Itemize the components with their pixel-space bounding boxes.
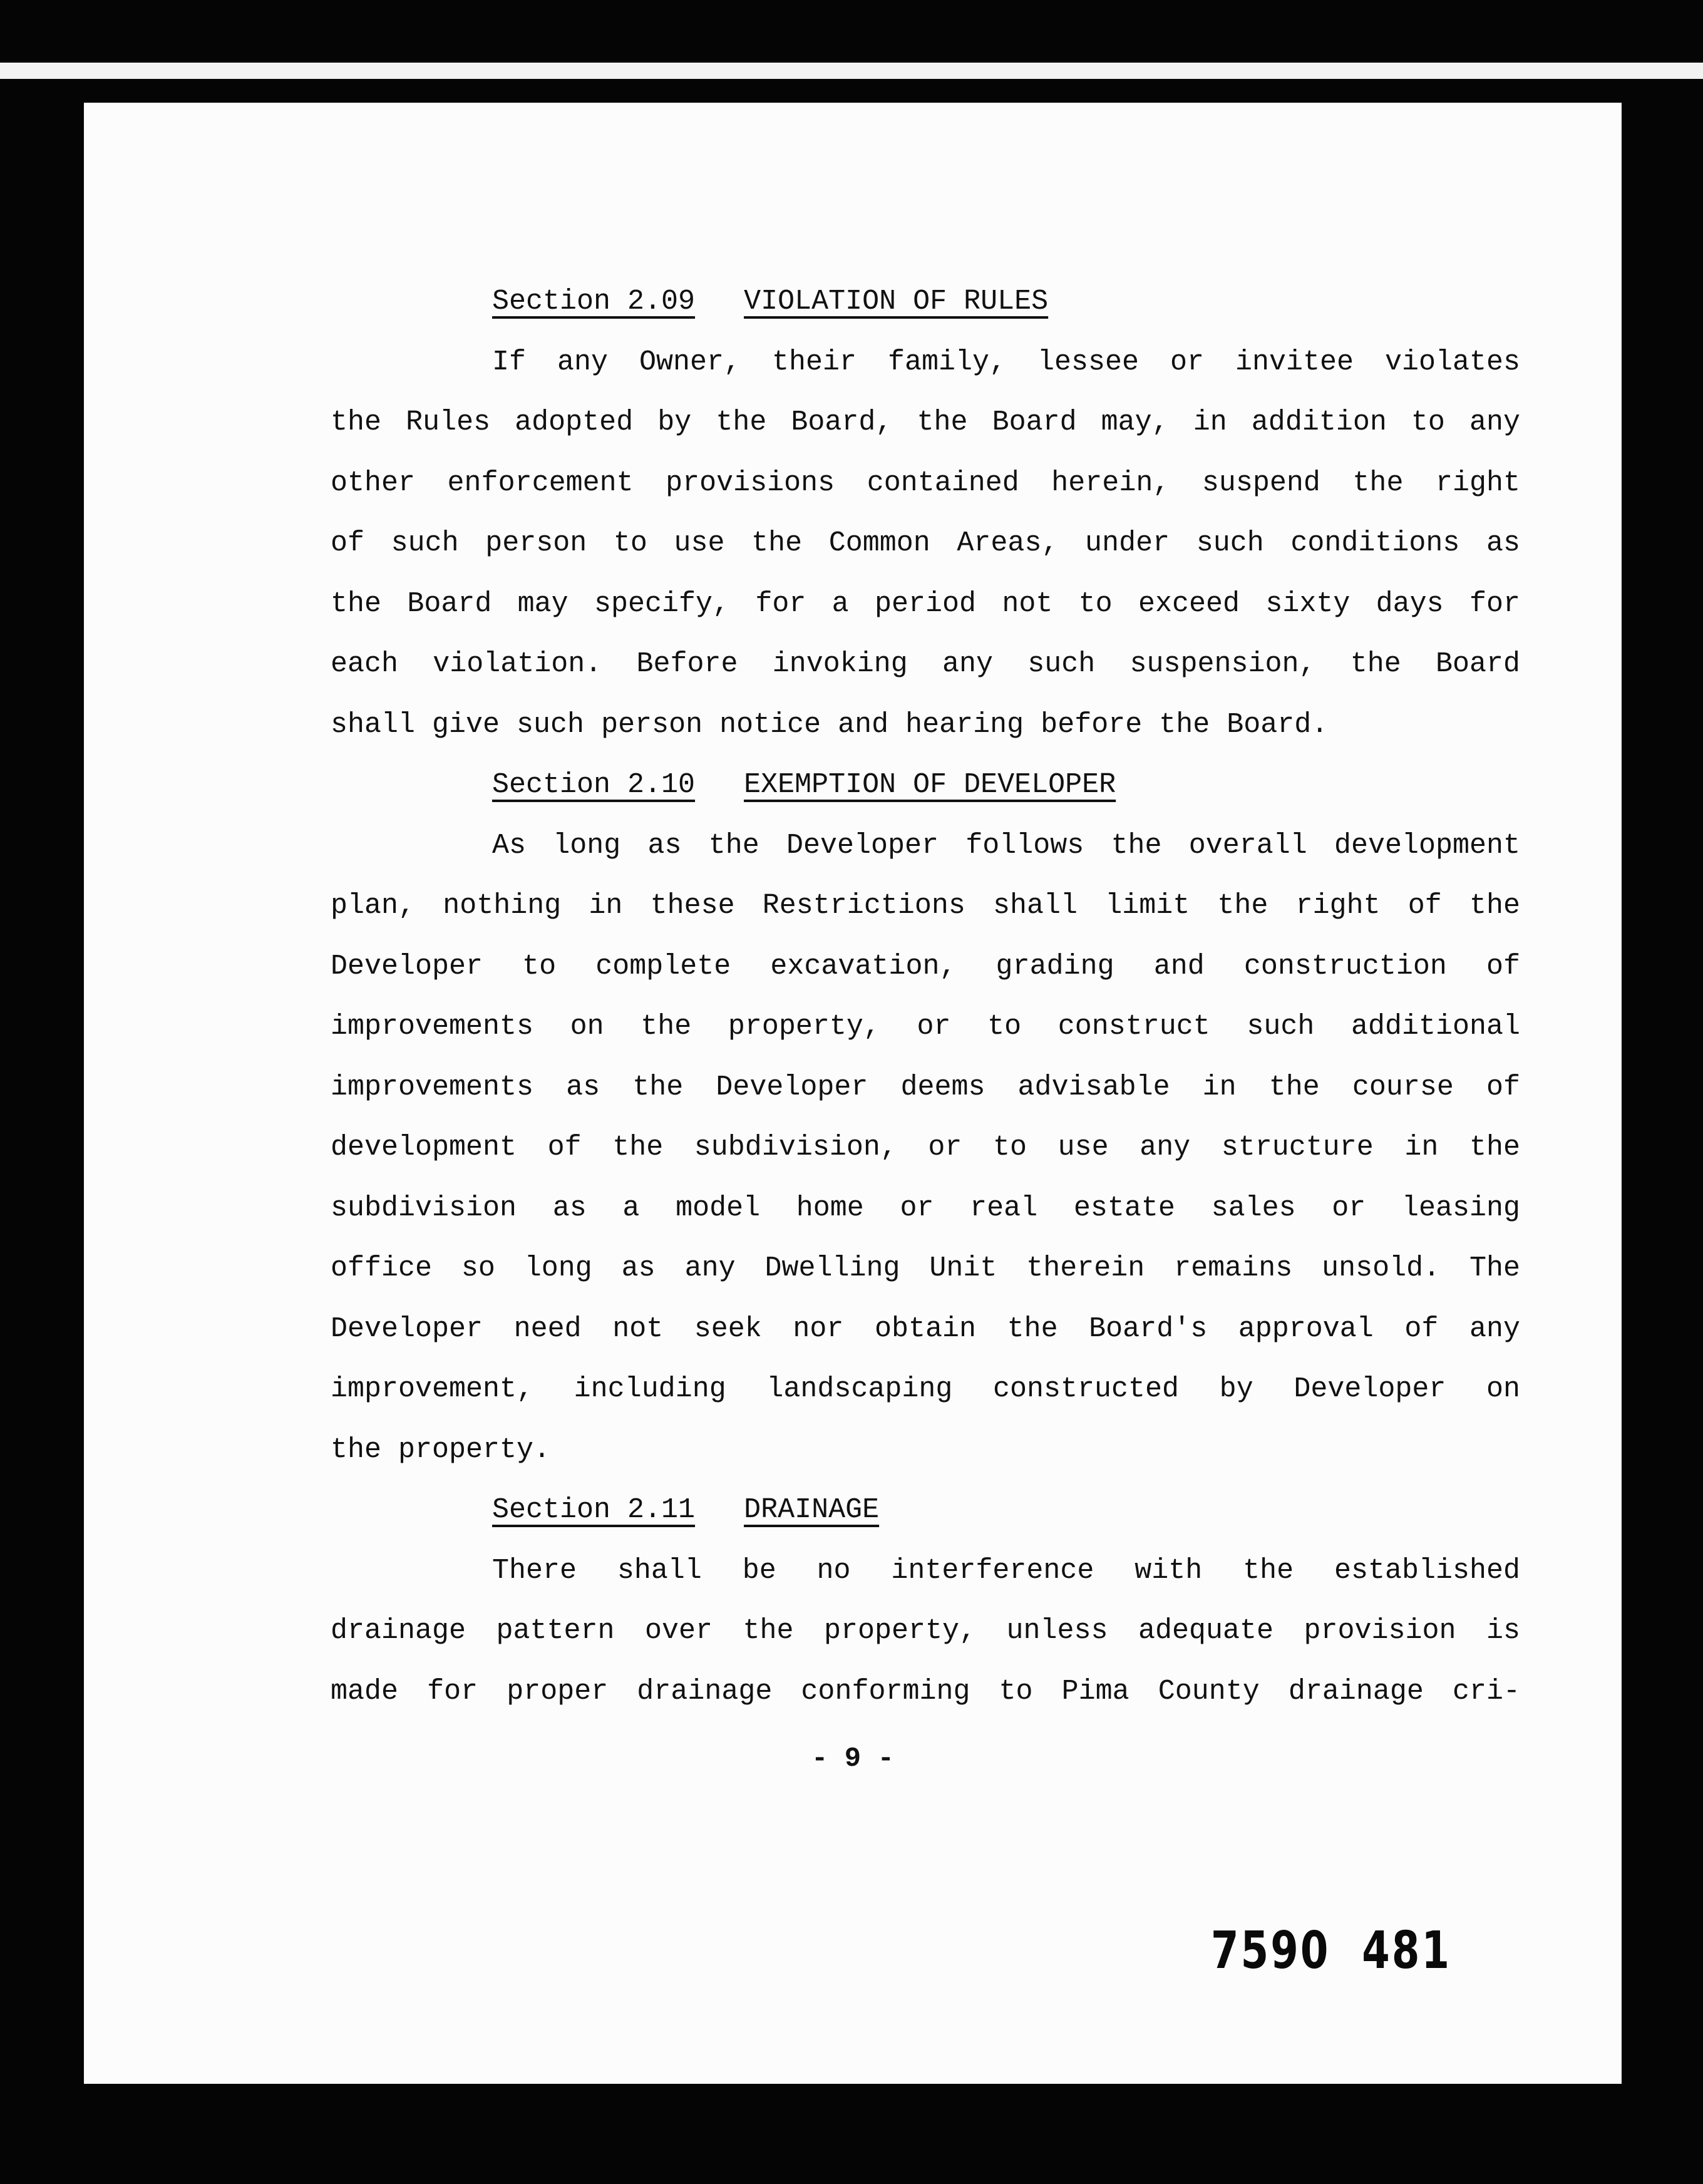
paragraph-line: made for proper drainage conforming to Pima County drainage cri- <box>331 1675 1520 1708</box>
section-heading <box>492 1480 1520 1541</box>
section-title: EXEMPTION OF DEVELOPER <box>744 769 1116 801</box>
section-heading <box>492 272 1520 332</box>
paragraph-line: the Board may specify, for a period not to exceed sixty days for <box>331 587 1520 620</box>
document-body <box>331 272 1520 1722</box>
paragraph-line: Developer to complete excavation, grading and construction of <box>331 950 1520 982</box>
scan-border-strip <box>0 63 1703 79</box>
paragraph-line: improvement, including landscaping constructed by Developer on <box>331 1373 1520 1405</box>
paragraph-line: development of the subdivision, or to use any structure in the <box>331 1131 1520 1163</box>
document-page <box>84 103 1622 2084</box>
paragraph-line: Developer need not seek nor obtain the Board's approval of any <box>331 1312 1520 1345</box>
paragraph-line: There shall be no interference with the established <box>492 1554 1520 1587</box>
paragraph-line: plan, nothing in these Restrictions shall limit the right of the <box>331 890 1520 922</box>
paragraph-line: drainage pattern over the property, unless adequate provision is <box>331 1615 1520 1647</box>
docket-stamp: 7590 481 <box>1211 1921 1452 1981</box>
paragraph-line: of such person to use the Common Areas, under such conditions as <box>331 527 1520 559</box>
section-title: VIOLATION OF RULES <box>744 286 1049 317</box>
section-paragraph <box>331 1541 1520 1723</box>
page-number: - 9 - <box>811 1743 895 1774</box>
section-number: Section 2.09 <box>492 286 696 317</box>
paragraph-line: the Rules adopted by the Board, the Board may, in addition to any <box>331 406 1520 438</box>
section-heading <box>492 755 1520 816</box>
paragraph-line: shall give such person notice and hearing before the Board. <box>331 708 1329 741</box>
paragraph-line: office so long as any Dwelling Unit therein remains unsold. The <box>331 1252 1520 1284</box>
paragraph-line: each violation. Before invoking any such suspension, the Board <box>331 648 1520 680</box>
paragraph-line: the property. <box>331 1433 551 1466</box>
section-number: Section 2.10 <box>492 769 696 801</box>
paragraph-line: other enforcement provisions contained herein, suspend the right <box>331 466 1520 499</box>
paragraph-line: If any Owner, their family, lessee or invitee violates <box>492 346 1520 378</box>
section-paragraph <box>331 332 1520 756</box>
paragraph-line: subdivision as a model home or real estate sales or leasing <box>331 1192 1520 1224</box>
paragraph-line: improvements as the Developer deems advisable in the course of <box>331 1071 1520 1103</box>
paragraph-line: As long as the Developer follows the overall development <box>492 829 1520 862</box>
section-title: DRAINAGE <box>744 1494 880 1526</box>
section-paragraph <box>331 816 1520 1481</box>
section-number: Section 2.11 <box>492 1494 696 1526</box>
paragraph-line: improvements on the property, or to construct such additional <box>331 1011 1520 1043</box>
